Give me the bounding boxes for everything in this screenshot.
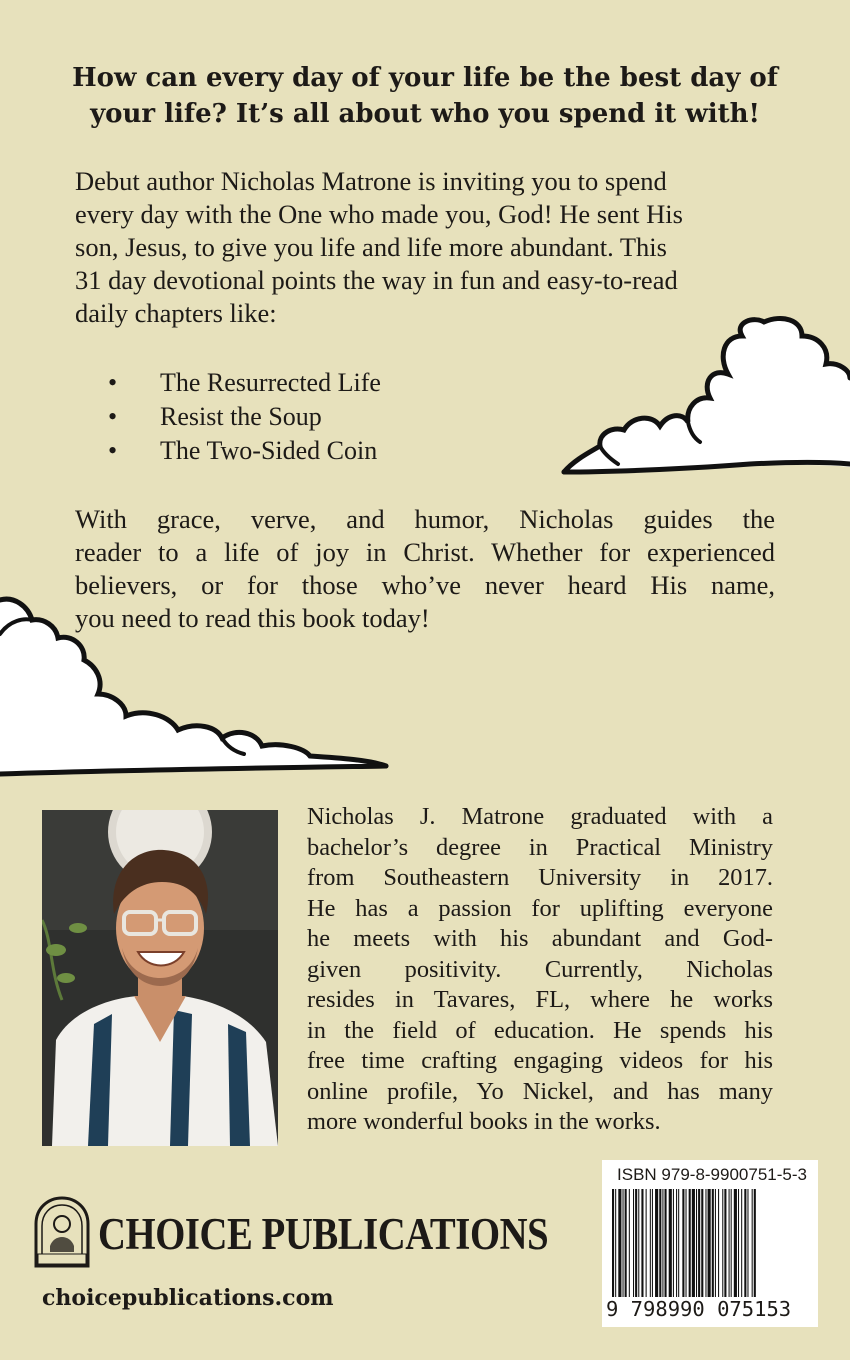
barcode-bars	[612, 1189, 808, 1299]
bio-line: from Southeastern University in 2017.	[307, 864, 773, 891]
barcode-bar	[618, 1189, 621, 1297]
bio-line: he meets with his abundant and God-	[307, 925, 773, 952]
headline-line: your life? It’s all about who you spend it with!	[90, 99, 760, 129]
barcode-bar	[692, 1189, 695, 1297]
bio-line: Nicholas J. Matrone graduated with a	[307, 803, 773, 830]
bio-line: free time crafting engaging videos for his	[307, 1047, 773, 1074]
barcode-bar	[662, 1189, 663, 1297]
bio-line: more wonderful books in the works.	[307, 1108, 661, 1135]
isbn-label: ISBN 979-8-9900751-5-3	[617, 1165, 807, 1184]
chapter-title: The Resurrected Life	[160, 368, 381, 397]
closing-line: you need to read this book today!	[75, 603, 430, 633]
barcode-bar	[729, 1189, 730, 1297]
barcode-bar	[665, 1189, 667, 1297]
barcode-bar	[629, 1189, 630, 1297]
barcode-bar	[741, 1189, 742, 1297]
publisher-name: CHOICE PUBLICATIONS	[98, 1209, 549, 1259]
barcode-bar	[638, 1189, 639, 1297]
intro-line: 31 day devotional points the way in fun and easy-to-read	[75, 265, 678, 295]
cloud-right-illustration	[560, 312, 850, 477]
publisher-website[interactable]: choicepublications.com	[42, 1285, 334, 1311]
barcode-bar	[682, 1189, 684, 1297]
author-photo	[42, 810, 278, 1146]
barcode-bar	[678, 1189, 679, 1297]
isbn-barcode	[602, 1160, 818, 1327]
barcode-bar	[722, 1189, 723, 1297]
barcode-bar	[612, 1189, 614, 1297]
chapter-item	[108, 434, 381, 468]
chapter-title: Resist the Soup	[160, 402, 322, 431]
bullet-icon: •	[108, 368, 118, 397]
closing-paragraph	[75, 503, 775, 635]
barcode-bar	[652, 1189, 653, 1297]
chapter-item	[108, 400, 381, 434]
bullet-icon: •	[108, 402, 118, 431]
barcode-bar	[669, 1189, 672, 1297]
chapter-item	[108, 366, 381, 400]
bio-line: in the field of education. He spends his	[307, 1016, 773, 1044]
barcode-bar	[676, 1189, 677, 1297]
barcode-bar	[655, 1189, 658, 1297]
barcode-bar	[625, 1189, 627, 1297]
author-bio	[307, 802, 773, 1138]
bio-line: online profile, Yo Nickel, and has many	[307, 1077, 773, 1105]
chapter-list	[108, 366, 381, 468]
barcode-bar	[623, 1189, 624, 1297]
barcode-bar	[712, 1189, 714, 1297]
barcode-bar	[686, 1189, 687, 1297]
barcode-bar	[689, 1189, 691, 1297]
intro-line: daily chapters like:	[75, 298, 277, 328]
bio-line: given positivity. Currently, Nicholas	[307, 955, 773, 983]
barcode-digits: 9 798990 075153	[606, 1297, 792, 1321]
bio-line: He has a passion for uplifting everyone	[307, 894, 773, 922]
barcode-bar	[633, 1189, 634, 1297]
chapter-title: The Two-Sided Coin	[160, 436, 378, 465]
barcode-bar	[698, 1189, 700, 1297]
barcode-bar	[752, 1189, 753, 1297]
choice-publications-logo-icon	[32, 1194, 92, 1270]
barcode-bar	[747, 1189, 748, 1297]
barcode-bar	[724, 1189, 726, 1297]
barcode-bar	[659, 1189, 661, 1297]
barcode-bar	[650, 1189, 651, 1297]
barcode-bar	[673, 1189, 674, 1297]
intro-line: son, Jesus, to give you life and life more abundant. This	[75, 232, 667, 262]
barcode-bar	[701, 1189, 703, 1297]
barcode-bar	[615, 1189, 616, 1297]
headline-line: How can every day of your life be the best day of	[72, 63, 778, 93]
closing-line: reader to a life of joy in Christ. Whether for experienced	[75, 537, 775, 567]
intro-line: every day with the One who made you, God! He sent His	[75, 199, 683, 229]
barcode-bar	[754, 1189, 756, 1297]
barcode-bar	[734, 1189, 737, 1297]
barcode-bar	[744, 1189, 746, 1297]
closing-line: believers, or for those who’ve never heard His name,	[75, 570, 775, 600]
intro-line: Debut author Nicholas Matrone is inviting you to spend	[75, 166, 667, 196]
barcode-bar	[738, 1189, 739, 1297]
barcode-bar	[705, 1189, 706, 1297]
bio-line: bachelor’s degree in Practical Ministry	[307, 833, 773, 861]
barcode-bar	[641, 1189, 643, 1297]
headline	[60, 60, 790, 132]
barcode-bar	[646, 1189, 647, 1297]
barcode-bar	[715, 1189, 716, 1297]
barcode-bar	[635, 1189, 637, 1297]
author-portrait-illustration	[42, 810, 278, 1146]
intro-paragraph	[75, 165, 780, 330]
closing-line: With grace, verve, and humor, Nicholas guides the	[75, 504, 775, 534]
barcode-bar	[696, 1189, 697, 1297]
barcode-bar	[731, 1189, 732, 1297]
bullet-icon: •	[108, 436, 118, 465]
bio-line: resides in Tavares, FL, where he works	[307, 986, 773, 1013]
barcode-bar	[708, 1189, 711, 1297]
barcode-bar	[718, 1189, 719, 1297]
